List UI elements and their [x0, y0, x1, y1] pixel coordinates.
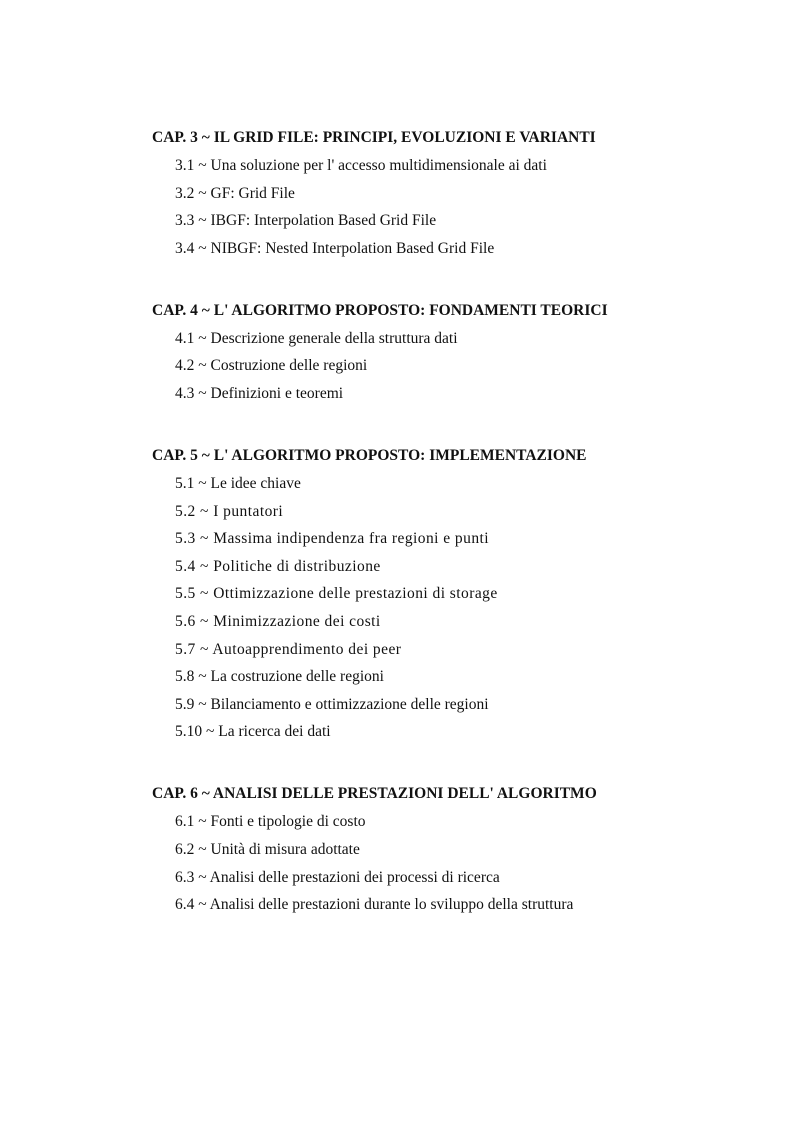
section-item: 5.3 ~ Massima indipendenza fra regioni e punti — [175, 530, 490, 548]
chapter-5 — [152, 445, 752, 743]
table-of-contents — [152, 127, 752, 922]
chapter-title: CAP. 3 ~ IL GRID FILE: PRINCIPI, EVOLUZIONI E VARIANTI — [152, 129, 596, 146]
section-item: 3.4 ~ NIBGF: Nested Interpolation Based Grid File — [175, 239, 495, 257]
section-item: 4.2 ~ Costruzione delle regioni — [175, 357, 368, 375]
section-item: 6.3 ~ Analisi delle prestazioni dei processi di ricerca — [175, 868, 500, 886]
section-item: 6.4 ~ Analisi delle prestazioni durante lo sviluppo della struttura — [175, 896, 574, 914]
chapter-title: CAP. 5 ~ L' ALGORITMO PROPOSTO: IMPLEMENTAZIONE — [152, 446, 587, 464]
chapter-title: CAP. 6 ~ ANALISI DELLE PRESTAZIONI DELL' ALGORITMO — [152, 785, 597, 803]
section-item: 5.7 ~ Autoapprendimento dei peer — [175, 640, 402, 658]
section-item: 5.10 ~ La ricerca dei dati — [175, 723, 331, 741]
section-list — [152, 328, 752, 405]
section-item: 3.1 ~ Una soluzione per l' accesso multidimensionale ai dati — [175, 157, 547, 174]
section-list — [152, 155, 752, 260]
chapter-title: CAP. 4 ~ L' ALGORITMO PROPOSTO: FONDAMENTI TEORICI — [152, 301, 608, 319]
section-item: 5.1 ~ Le idee chiave — [175, 474, 301, 492]
section-item: 5.2 ~ I puntatori — [175, 502, 284, 520]
section-item: 3.2 ~ GF: Grid File — [175, 184, 295, 202]
section-list — [152, 811, 752, 916]
section-item: 3.3 ~ IBGF: Interpolation Based Grid File — [175, 212, 437, 230]
section-item: 6.2 ~ Unità di misura adottate — [175, 840, 360, 858]
section-list — [152, 473, 752, 743]
section-item: 5.6 ~ Minimizzazione dei costi — [175, 612, 381, 630]
section-item: 5.5 ~ Ottimizzazione delle prestazioni di storage — [175, 585, 498, 603]
section-item: 5.8 ~ La costruzione delle regioni — [175, 668, 384, 686]
section-item: 4.1 ~ Descrizione generale della struttura dati — [175, 329, 458, 347]
section-item: 5.9 ~ Bilanciamento e ottimizzazione delle regioni — [175, 695, 489, 713]
section-item: 4.3 ~ Definizioni e teoremi — [175, 384, 344, 402]
section-item: 6.1 ~ Fonti e tipologie di costo — [175, 813, 366, 831]
chapter-3 — [152, 127, 752, 260]
chapter-4 — [152, 300, 752, 405]
section-item: 5.4 ~ Politiche di distribuzione — [175, 557, 381, 575]
chapter-6 — [152, 783, 752, 916]
